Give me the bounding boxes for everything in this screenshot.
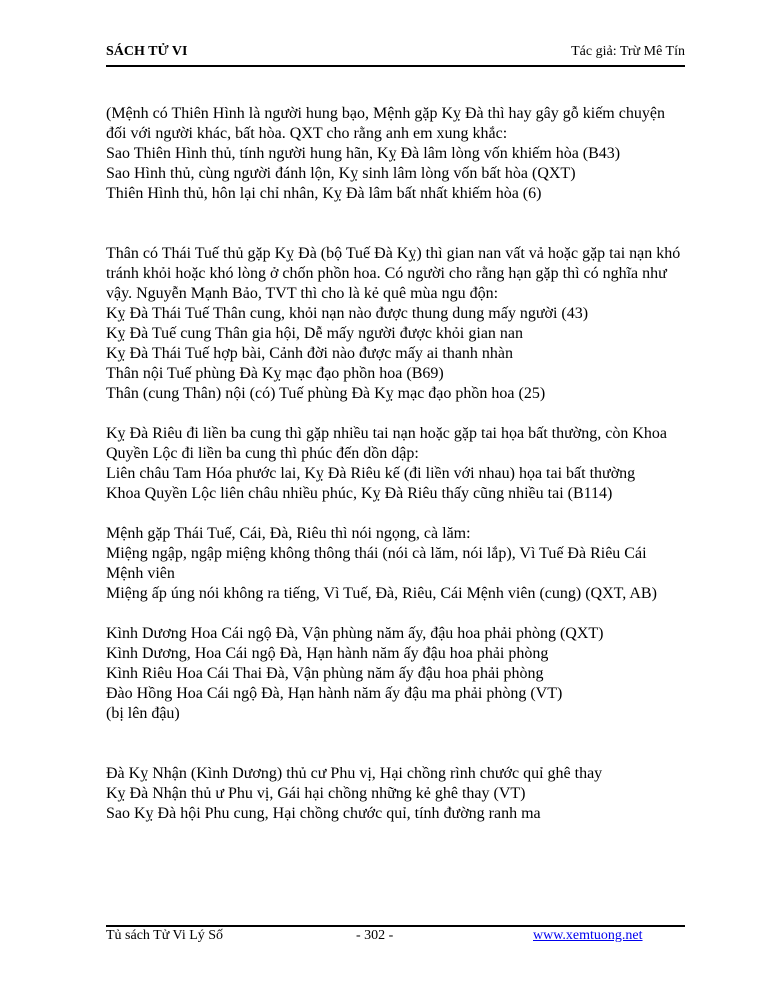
website-link[interactable]: www.xemtuong.net (533, 928, 643, 943)
text-line: Sao Kỵ Đà hội Phu cung, Hại chồng chước quỉ, tính đường ranh ma (106, 805, 541, 822)
page-body (106, 104, 685, 824)
text-line: Sao Thiên Hình thủ, tính người hung hãn, Kỵ Đà lâm lòng vốn khiếm hòa (B43) (106, 145, 621, 162)
text-line: Kỵ Đà Nhận thủ ư Phu vị, Gái hại chồng những kẻ ghê thay (VT) (106, 785, 526, 802)
text-line: Đào Hồng Hoa Cái ngộ Đà, Hạn hành năm ấy đậu ma phải phòng (VT) (106, 685, 563, 702)
text-line: (bị lên đậu) (106, 705, 180, 722)
text-line: Đà Kỵ Nhận (Kình Dương) thủ cư Phu vị, Hại chồng rình chước quỉ ghê thay (106, 765, 603, 782)
text-line: Kỵ Đà Thái Tuế Thân cung, khỏi nạn nào được thung dung mấy người (43) (106, 305, 589, 322)
text-line: Sao Hình thủ, cùng người đánh lộn, Kỵ sinh lâm lòng vốn bất hòa (QXT) (106, 165, 576, 182)
page-header (106, 44, 685, 64)
page-footer (106, 928, 685, 948)
paragraph-1 (106, 104, 685, 204)
author-label: Tác giả: Trừ Mê Tín (571, 44, 685, 59)
text-line: Liên châu Tam Hóa phước lai, Kỵ Đà Riêu kế (đi liền với nhau) họa tai bất thường (106, 465, 636, 482)
text-line: Kình Riêu Hoa Cái Thai Đà, Vận phùng năm ấy đậu hoa phải phòng (106, 665, 544, 682)
header-rule (106, 65, 685, 67)
paragraph-3 (106, 424, 685, 504)
page-number: - 302 - (356, 928, 394, 943)
footer-rule (106, 925, 685, 927)
text-line: Miệng ấp úng nói không ra tiếng, Vì Tuế, Đà, Riêu, Cái Mệnh viên (cung) (QXT, AB) (106, 585, 657, 602)
paragraph-5 (106, 624, 685, 724)
text-line: Kỵ Đà Riêu đi liền ba cung thì gặp nhiều tai nạn hoặc gặp tai họa bất thường, còn Khoa Quyền Lộc đi liền ba cung thì phúc đến dồn dập: (106, 425, 667, 462)
text-line: Miệng ngập, ngập miệng không thông thái (nói cà lăm, nói lắp), Vì Tuế Đà Riêu Cái Mệnh viên (106, 545, 647, 582)
text-line: Kình Dương, Hoa Cái ngộ Đà, Hạn hành năm ấy đậu hoa phải phòng (106, 645, 549, 662)
text-line: Mệnh gặp Thái Tuế, Cái, Đà, Riêu thì nói ngọng, cà lăm: (106, 525, 471, 542)
text-line: Thân (cung Thân) nội (có) Tuế phùng Đà Kỵ mạc đạo phồn hoa (25) (106, 385, 546, 402)
text-line: Kỵ Đà Tuế cung Thân gia hội, Dễ mấy người được khỏi gian nan (106, 325, 524, 342)
text-line: Thân có Thái Tuế thủ gặp Kỵ Đà (bộ Tuế Đà Kỵ) thì gian nan vất vả hoặc gặp tai nạn khó tránh khỏi hoặc khó lòng ở chốn phồn hoa. Có người cho rằng hạn gặp thì có nghĩa như vậy. Nguyễn Mạnh Bảo, TVT thì cho là kẻ quê mùa ngu độn: (106, 245, 681, 302)
text-line: Thân nội Tuế phùng Đà Kỵ mạc đạo phồn hoa (B69) (106, 365, 444, 382)
paragraph-2 (106, 244, 685, 404)
text-line: Thiên Hình thủ, hôn lại chỉ nhân, Kỵ Đà lâm bất nhất khiếm hòa (6) (106, 185, 542, 202)
book-title: SÁCH TỬ VI (106, 44, 188, 59)
text-line: Khoa Quyền Lộc liên châu nhiều phúc, Kỵ Đà Riêu thấy cũng nhiều tai (B114) (106, 485, 613, 502)
text-line: (Mệnh có Thiên Hình là người hung bạo, Mệnh gặp Kỵ Đà thì hay gây gỗ kiếm chuyện đối với người khác, bất hòa. QXT cho rằng anh em xung khắc: (106, 105, 665, 142)
series-label: Tủ sách Tử Vi Lý Số (106, 928, 224, 943)
text-line: Kỵ Đà Thái Tuế hợp bài, Cảnh đời nào được mấy ai thanh nhàn (106, 345, 514, 362)
text-line: Kình Dương Hoa Cái ngộ Đà, Vận phùng năm ấy, đậu hoa phải phòng (QXT) (106, 625, 604, 642)
paragraph-6 (106, 764, 685, 824)
paragraph-4 (106, 524, 685, 604)
